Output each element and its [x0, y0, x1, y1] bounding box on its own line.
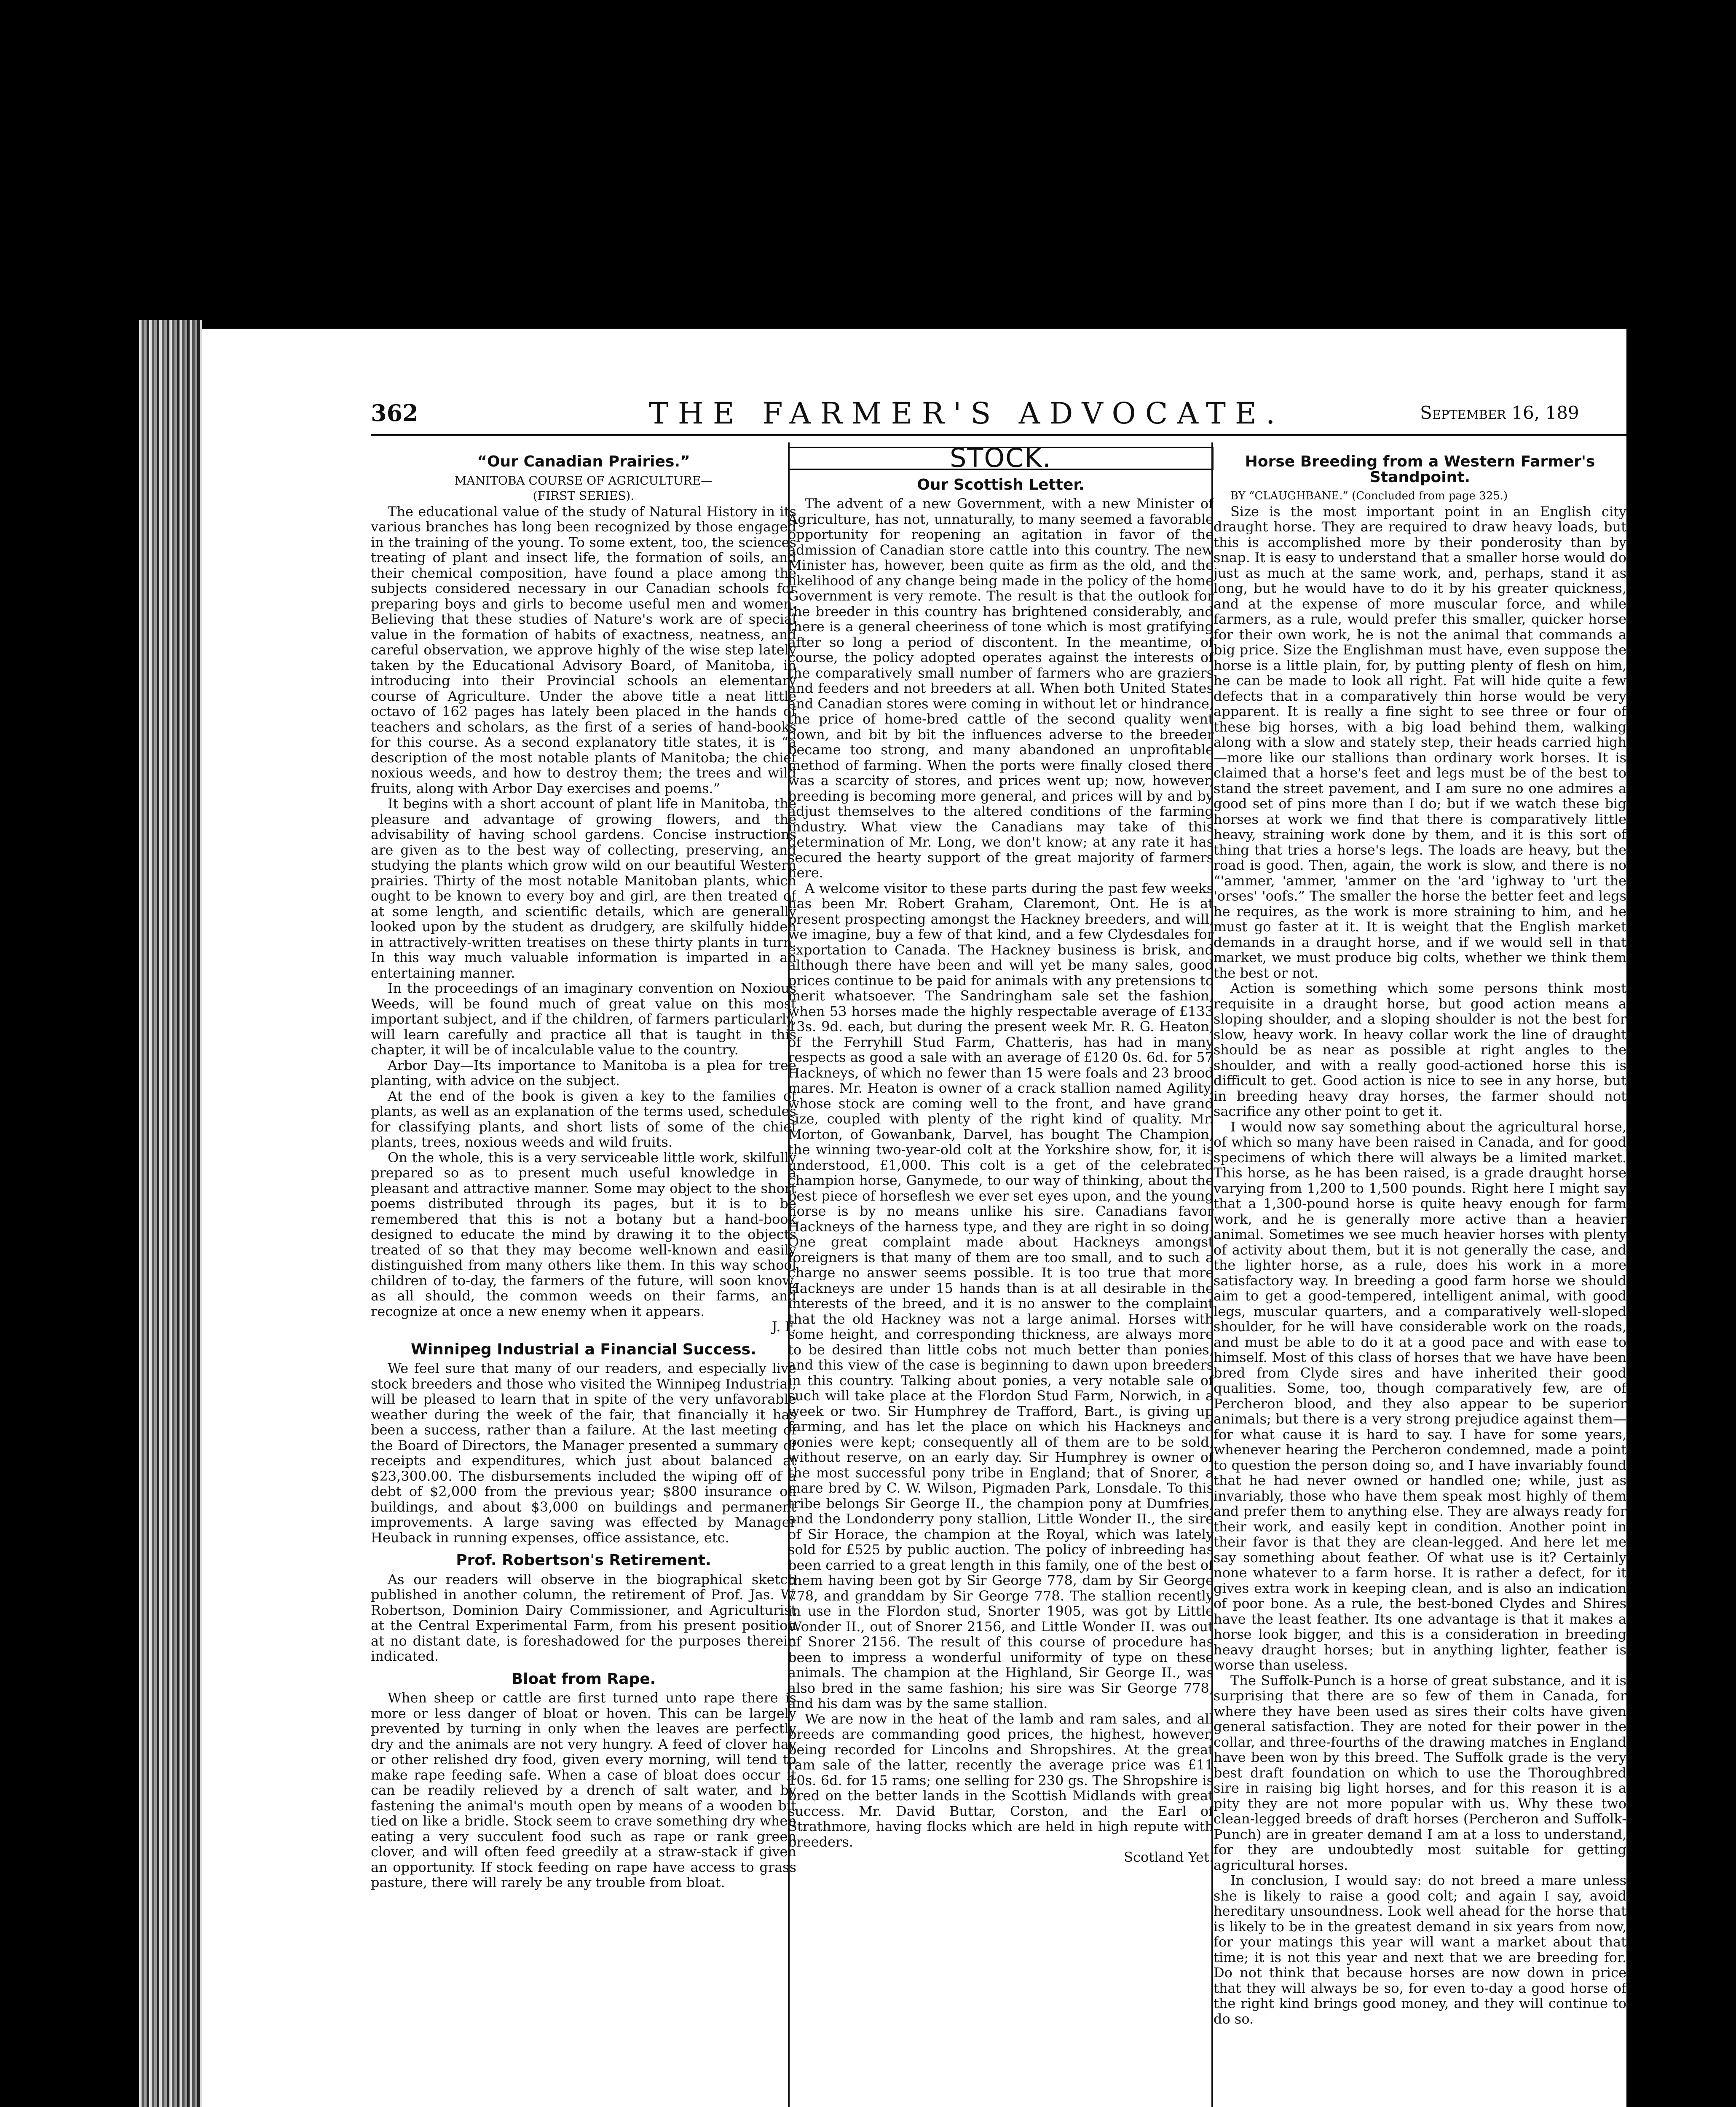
- article-title: Prof. Robertson's Retirement.: [456, 1552, 711, 1569]
- paragraph: The educational value of the study of Natural History in its various branches has long been recognized by those engaged in the training of the young. To some extent, too, the sciences treating of plant and insect life, the formation of soils, and their chemical composition, have found a place among the subjects considered necessary in our Canadian schools for preparing boys and girls to become useful men and women. Believing that these studies of Nature's work are of special value in the formation of habits of exactness, neatness, and careful observation, we approve highly of the wise step lately taken by the Educational Advisory Board, of Manitoba, in introducing into their Provincial schools an elementary course of Agriculture. Under the above title a neat little octavo of 162 pages has lately been placed in the hands of teachers and scholars, as the first of a series of hand-books for this course. As a second explanatory title states, it is “a description of the most notable plants of Manitoba; the chief noxious weeds, and how to destroy them; the trees and wild fruits, along with Arbor Day exercises and poems.”: [371, 503, 796, 796]
- paragraph: I would now say something about the agricultural horse, of which so many have been raised in Canada, and for good specimens of which there will always be a limited market. This horse, as he has been raised, is a grade draught horse varying from 1,200 to 1,500 pounds. Right here I might say that a 1,300-pound horse is quite heavy enough for farm work, and he is generally more active than a heavier animal. Sometimes we see much heavier horses with plenty of activity about them, but it is not generally the case, and the lighter horse, as a rule, does his work in a more satisfactory way. In breeding a good farm horse we should aim to get a good-tempered, intelligent animal, with good legs, muscular quarters, and a comparatively well-sloped shoulder, for he will have considerable work on the roads, and must be able to do it at a good pace and with ease to himself. Most of this class of horses that we have have been bred from Clyde sires and have inherited their good qualities. Some, too, though comparatively few, are of Percheron blood, and they also appear to be superior animals; but there is a very strong prejudice against them—for what cause it is hard to say. I have for some years, whenever hearing the Percheron condemned, made a point to question the person doing so, and I have invariably found that he had never owned or handled one; while, just as invariably, those who have them speak most highly of them and prefer them to anything else. They are always ready for their work, and easily kept in condition. Another point in their favor is that they are clean-legged. And here let me say something about feather. Of what use is it? Certainly none whatever to a farm horse. It is rather a defect, for it gives extra work in keeping clean, and is also an indication of poor bone. As a rule, the best-boned Clydes and Shires have the least feather. Its one advantage is that it makes a horse look bigger, and this is a consideration in breeding heavy draught horses; but in anything lighter, feather is worse than useless.: [1214, 1118, 1626, 1673]
- article-title: “Our Canadian Prairies.”: [477, 453, 690, 470]
- paragraph: It begins with a short account of plant life in Manitoba, the pleasure and advantage of growing flowers, and the advisability of having school gardens. Concise instructions are given as to the best way of collecting, preserving, and studying the plants which grow wild on our beautiful Western prairies. Thirty of the most notable Manitoban plants, which ought to be known to every boy and girl, are then treated of at some length, and scientific details, which are generally looked upon by the student as drudgery, are skilfully hidden in attractively-written treatises on these thirty plants in turn. In this way much valuable information is imparted in an entertaining manner.: [371, 796, 796, 981]
- paragraph: Arbor Day—Its importance to Manitoba is a plea for tree planting, with advice on the subject.: [371, 1057, 796, 1088]
- section-heading: STOCK.: [788, 447, 1214, 470]
- column-1: [371, 447, 796, 2107]
- paragraph: When sheep or cattle are first turned unto rape there is more or less danger of bloat or hoven. This can be largely prevented by turning in only when the leaves are perfectly dry and the animals are not very hungry. A feed of clover hay or other relished dry food, given every morning, will tend to make rape feeding safe. When a case of bloat does occur it can be readily relieved by a drench of salt water, and by fastening the animal's mouth open by means of a wooden bit tied on like a bridle. Stock seem to crave something dry when eating a very succulent food such as rape or rank green clover, and will often feed greedily at a straw-stack if given an opportunity. If stock feeding on rape have access to grass pasture, there will rarely be any trouble from bloat.: [371, 1690, 796, 1890]
- article-bloat-from-rape: [371, 1672, 796, 1890]
- byline: BY “CLAUGHBANE.” (Concluded from page 325.): [1230, 490, 1508, 502]
- paragraph: A welcome visitor to these parts during the past few weeks has been Mr. Robert Graham, Claremont, Ont. He is at present prospecting amongst the Hackney breeders, and will, we imagine, buy a few of that kind, and a few Clydesdales for exportation to Canada. The Hackney business is brisk, and although there have been and will yet be many sales, good prices continue to be paid for animals with any pretensions to merit whatsoever. The Sandringham sale set the fashion, when 53 horses made the highly respectable average of £133 13s. 9d. each, but during the present week Mr. R. G. Heaton, of the Ferryhill Stud Farm, Chatteris, has had in many respects as good a sale with an average of £120 0s. 6d. for 57 Hackneys, of which no fewer than 15 were foals and 23 brood mares. Mr. Heaton is owner of a crack stallion named Agility, whose stock are coming well to the front, and have grand size, coupled with plenty of the right kind of quality. Mr. Morton, of Gowanbank, Darvel, has bought The Champion, the winning two-year-old colt at the Yorkshire show, for, it is understood, £1,000. This colt is a get of the celebrated champion horse, Ganymede, to our way of thinking, about the best piece of horseflesh we ever set eyes upon, and the young horse is by no means unlike his sire. Canadians favor Hackneys of the harness type, and they are right in so doing. One great complaint made about Hackneys amongst foreigners is that many of them are too small, and to such a charge no answer seems possible. It is too true that more Hackneys are under 15 hands than is at all desirable in the interests of the breed, and it is no answer to the complaint that the old Hackney was not a large animal. Horses with some height, and corresponding thickness, are always more to be desired than little cobs not much better than ponies, and this view of the case is beginning to dawn upon breeders in this country. Talking about ponies, a very notable sale of such will take place at the Flordon Stud Farm, Norwich, in a week or two. Sir Humphrey de Trafford, Bart., is giving up farming, and has let the place on which his Hackneys and ponies were kept; consequently all of them are to be sold, without reserve, on an early day. Sir Humphrey is owner of the most successful pony tribe in England; that of Snorer, a mare bred by C. W. Wilson, Pigmaden Park, Lonsdale. To this tribe belongs Sir George II., the champion pony at Dumfries, and the Londonderry pony stallion, Little Wonder II., the sire of Sir Horace, the champion at the Royal, which was lately sold for £525 by public auction. The policy of inbreeding has been carried to a great length in this family, one of the best of them having been got by Sir George 778, dam by Sir George 778, and granddam by Sir George 778. The stallion recently in use in the Flordon stud, Snorter 1905, was got by Little Wonder II., out of Snorer 2156, and Little Wonder II. was out of Snorer 2156. The result of this course of procedure has been to impress a wonderful uniformity of type on these animals. The champion at the Highland, Sir George II., was also bred in the same fashion; his sire was Sir George 778, and his dam was by the same stallion.: [788, 880, 1214, 1711]
- paragraph: On the whole, this is a very serviceable little work, skilfully prepared so as to present much useful knowledge in a pleasant and attractive manner. Some may object to the short poems distributed through its pages, but it is to be remembered that this is not a botany but a hand-book designed to educate the mind by drawing it to the objects treated of so that they may become well-known and easily distinguished from many others like them. In this way school children of to-day, the farmers of the future, will soon know, as all should, the common weeds on their farms, and recognize at once a new enemy when it appears.: [371, 1149, 796, 1319]
- masthead: THE FARMER'S ADVOCATE.: [649, 396, 1285, 431]
- paragraph: Size is the most important point in an English city draught horse. They are required to draw heavy loads, but this is accomplished more by their ponderosity than by snap. It is easy to understand that a smaller horse would do just as much at the same work, and, perhaps, stand it as long, but he would have to do it by his greater quickness, and at the expense of more muscular force, and while farmers, as a rule, would prefer this smaller, quicker horse for their own work, he is not the animal that commands a big price. Size the Englishman must have, even suppose the horse is a little plain, for, by putting plenty of flesh on him, he can be made to look all right. Fat will hide quite a few defects that in a comparatively thin horse would be very apparent. It is really a fine sight to see three or four of these big horses, with a big load behind them, walking along with a slow and stately step, their heads carried high—more like our stallions than ordinary work horses. It is claimed that a horse's feet and legs must be of the best to stand the street pavement, and I am sure no one admires a good set of pins more than I do; but if we watch these big horses at work we find that there is comparatively little heavy, straining work done by them, and it is this sort of thing that tries a horse's legs. The loads are heavy, but the road is good. Then, again, the work is slow, and there is no “'ammer, 'ammer, 'ammer on the 'ard 'ighway to 'urt the 'orses' 'oofs.” The smaller the horse the better feet and legs he requires, as the work is more straining to him, and he must go faster at it. It is weight that the English market demands in a draught horse, and if we would sell in that market, we must produce big colts, whether we think them the best or not.: [1214, 503, 1626, 981]
- signature: Scotland Yet.: [1124, 1849, 1214, 1865]
- article-prof-robertson: [371, 1553, 796, 1664]
- paragraph: As our readers will observe in the biographical sketch published in another column, the retirement of Prof. Jas. W. Robertson, Dominion Dairy Commissioner, and Agriculturist at the Central Experimental Farm, from his present position at no distant date, is foreshadowed for the purposes therein indicated.: [371, 1571, 796, 1664]
- paragraph: The advent of a new Government, with a new Minister of Agriculture, has not, unnaturally, to many seemed a favorable opportunity for reopening an agitation in favor of the admission of Canadian store cattle into this country. The new Minister has, however, been quite as firm as the old, and the likelihood of any change being made in the policy of the home Government is very remote. The result is that the outlook for the breeder in this country has brightened considerably, and there is a general cheeriness of tone which is most gratifying after so long a period of discontent. In the meantime, of course, the policy adopted operates against the interests of the comparatively small number of farmers who are graziers and feeders and not breeders at all. When both United States and Canadian stores were coming in without let or hindrance, the price of home-bred cattle of the second quality went down, and bit by bit the influences adverse to the breeder became too strong, and many abandoned an unprofitable method of farming. When the ports were finally closed there was a scarcity of stores, and prices went up; now, however, breeding is becoming more general, and prices will by and by adjust themselves to the altered conditions of the farming industry. What view the Canadians may take of this determination of Mr. Long, we don't know; at any rate it has secured the hearty support of the great majority of farmers here.: [788, 496, 1214, 881]
- newspaper-page: [202, 329, 1626, 2107]
- paragraph: The Suffolk-Punch is a horse of great substance, and it is surprising that there are so few of them in Canada, for where they have been used as sires their colts have given general satisfaction. They are noted for their power in the collar, and three-fourths of the drawing matches in England have been won by this breed. The Suffolk grade is the very best draft foundation on which to use the Thoroughbred sire in raising big light horses, and for this reason it is a pity they are not more popular with us. Why these two clean-legged breeds of draft horses (Percheron and Suffolk-Punch) are in greater demand I am at a loss to understand, for they are undoubtedly most suitable for getting agricultural horses.: [1214, 1672, 1626, 1873]
- article-title: Winnipeg Industrial a Financial Success.: [411, 1340, 756, 1358]
- column-3: [1214, 447, 1626, 2107]
- paragraph: In conclusion, I would say: do not breed a mare unless she is likely to raise a good colt; and again I say, avoid hereditary unsoundness. Look well ahead for the horse that is likely to be in the greatest demand in six years from now, for your matings this year will want a market about that time; it is not this year and next that we are breeding for. Do not think that because horses are now down in price that they will always be so, for even to-day a good horse of the right kind brings good money, and they will continue to do so.: [1214, 1872, 1626, 2027]
- paragraph: At the end of the book is given a key to the families of plants, as well as an explanation of the terms used, schedules for classifying plants, and short lists of some of the chief plants, trees, noxious weeds and wild fruits.: [371, 1088, 796, 1150]
- paragraph: Action is something which some persons think most requisite in a draught horse, but good action means a sloping shoulder, and a sloping shoulder is not the best for slow, heavy work. In heavy collar work the line of draught should be as near as possible at right angles to the shoulder, and with a really good-actioned horse this is difficult to get. Good action is nice to see in any horse, but in breeding heavy dray horses, the farmer should not sacrifice any other point to get it.: [1214, 980, 1626, 1119]
- article-winnipeg-industrial: [371, 1342, 796, 1546]
- page-number: 362: [371, 399, 418, 426]
- paragraph: We feel sure that many of our readers, and especially live stock breeders and those who visited the Winnipeg Industrial, will be pleased to learn that in spite of the very unfavorable weather during the week of the fair, that financially it has been a success, rather than a failure. At the last meeting of the Board of Directors, the Manager presented a summary of receipts and expenditures, which just about balanced at $23,300.00. The disbursements included the wiping off of a debt of $2,000 from the previous year; $800 insurance on buildings, and about $3,000 on buildings and permanent improvements. A large saving was effected by Manager Heuback in running expenses, office assistance, etc.: [371, 1360, 796, 1546]
- signature: J. F.: [772, 1319, 796, 1335]
- article-title: Bloat from Rape.: [511, 1670, 656, 1688]
- issue-date: September 16, 189: [1420, 402, 1579, 423]
- article-subtitle: (FIRST SERIES).: [533, 489, 635, 503]
- column-2: [788, 447, 1214, 2107]
- header-rule: [371, 434, 1626, 436]
- article-our-canadian-prairies: [371, 454, 796, 1335]
- book-binding: [139, 320, 202, 2107]
- article-title: Our Scottish Letter.: [917, 476, 1085, 493]
- paragraph: In the proceedings of an imaginary convention on Noxious Weeds, will be found much of great value on this most important subject, and if the children, of farmers particularly, will learn carefully and practice all that is taught in this chapter, it will be of incalculable value to the country.: [371, 980, 796, 1058]
- article-title: Horse Breeding from a Western Farmer's Standpoint.: [1245, 453, 1595, 486]
- article-subtitle: MANITOBA COURSE OF AGRICULTURE—: [454, 473, 713, 488]
- paragraph: We are now in the heat of the lamb and ram sales, and all breeds are commanding good prices, the highest, however, being recorded for Lincolns and Shropshires. At the great ram sale of the latter, recently the average price was £11 10s. 6d. for 15 rams; one selling for 230 gs. The Shropshire is bred on the better lands in the Scottish Midlands with great success. Mr. David Buttar, Corston, and the Earl of Strathmore, having flocks which are held in high repute with breeders.: [788, 1710, 1214, 1850]
